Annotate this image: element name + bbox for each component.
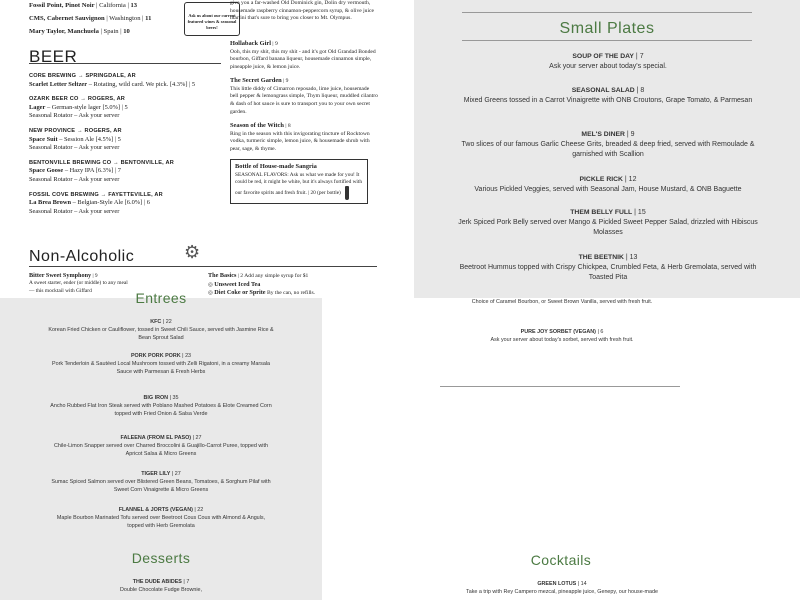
menu-item: SEASONAL SALAD | 8 Mixed Greens tossed in a Carrot Vinaigrette with ONB Croutons, Grape Tomato, & Parmesan [463,87,753,104]
beer-heading: BEER [29,47,78,66]
cocktail-item: The Secret Garden | 9 This little diddy of Cimarron reposado, lime juice, housemade bell pepper & lemongrass simple, Thym liqueur, muddled cilantro & dash of hot sauce is sure to transport you to your own secret garden. [230,77,378,115]
wine-item: CMS, Cabernet Sauvignon | Washington | 11 [29,14,152,22]
menu-item: PURE JOY SORBET (VEGAN) | 6 Ask your server about today's sorbet, served with fresh fruit. [490,329,634,344]
wine-bottle-icon [345,186,349,200]
menu-item: GREEN LOTUS | 14 Take a trip with Rey Campero mezcal, pineapple juice, Genepy, our house-made [466,581,658,596]
drinks-menu-page [24,0,396,300]
cocktail-item: Season of the Witch | 8 Ring in the season with this invigorating tincture of Rocktown vodka, turmeric simple, lemon juice, & housemade shrub with pear, sage, & thyme. [230,122,370,152]
na-basics: The Basics | 2 Add any simple syrup for $1 ◎ Unsweet Iced Tea ◎ Diet Coke or Sprite By the can, no refills. [208,272,316,297]
featured-wines-badge: Ask us about our current featured wines & seasonal beers! [184,2,240,36]
menu-item: THEM BELLY FULL | 15 Jerk Spiced Pork Belly served over Mango & Pickled Sweet Pepper Salad, drizzled with Hibiscus Molasses [458,209,758,236]
beer-item: BENTONVILLE BREWING CO → BENTONVILLE, AR Space Goose – Hazy IPA [6.3%] | 7 Seasonal Rotator – Ask your server [29,159,174,184]
beer-item: NEW PROVINCE → ROGERS, AR Space Suit – Session Ale [4.5%] | 5 Seasonal Rotator – Ask your server [29,128,122,152]
section-divider [440,386,680,387]
wine-item: Mary Taylor, Manchuela | Spain | 10 [29,27,130,35]
small-plates-top-rule [462,12,752,13]
cocktail-item: Hollaback Girl | 9 Ooh, this my shit, this my shit - and it's got Old Grandad Bonded bourbon, Giffard banana liqueur, housemade cinnamon simple, pineapple juice, & lemon juice. [230,40,376,70]
menu-item: PICKLE RICK | 12 Various Pickled Veggies, served with Seasonal Jam, House Mustard, & ONB Baguette [474,176,742,193]
cocktail-list [230,40,378,204]
entrees-heading: Entrees [135,290,187,306]
menu-item: TIGER LILY | 27 Sumac Spiced Salmon served over Blistered Green Beans, Tomatoes, & Sorghum Pilaf with Sweet Corn Vinaigrette & Micro Greens [51,471,271,494]
beer-item: FOSSIL COVE BREWING → FAYETTEVILLE, AR La Brea Brown – Belgian-Style Ale [6.0%] | 6 Seasonal Rotator – Ask your server [29,191,163,215]
desserts-heading: Desserts [131,550,191,566]
small-plates-heading: Small Plates [559,20,655,37]
non-alcoholic-heading: Non-Alcoholic [29,248,135,265]
na-divider [29,266,377,267]
beer-item: CORE BREWING → SPRINGDALE, AR Scarlet Letter Seltzer – Rotating, wild card. We pick. [4.3%] | 5 [29,73,196,88]
menu-item: FALEENA (FROM EL PASO) | 27 Chile-Limon Snapper served over Charred Broccolini & Guajillo-Carrot Puree, topped with Apricot Salsa & Micro Greens [54,435,268,458]
menu-item: THE BEETNIK | 13 Beetroot Hummus topped with Crispy Chickpea, Crumbled Feta, & Herb Gremolata, served with Toasted Pita [459,254,757,281]
menu-item: BIG IRON | 35 Ancho Rubbed Flat Iron Steak served with Poblano Mashed Potatoes & Elote Creamed Corn topped with Fried Onion & Salsa Verde [50,395,272,418]
menu-item: THE DUDE ABIDES | 7 Double Chocolate Fudge Brownie, [119,579,203,594]
menu-item: MEL'S DINER | 9 Two slices of our famous Garlic Cheese Grits, breaded & deep fried, served with Remoulade & garnished with Scallion [461,131,755,158]
cocktails-heading: Cocktails [530,552,592,568]
bicycle-icon: ⚙ [184,242,201,262]
cocktail-intro: give you a far-washed Old Dominick gin, Dolin dry vermouth, housemade raspberry cinnamon-peppercorn syrup, & olive juice martini that's sure to bring you closer to Mt. Olympus. [230,0,374,22]
na-item: Bitter Sweet Symphony | 9 A sweet starter, ender (or middle) to any meal — this mocktail with Giffard [29,272,128,294]
dessert-cocktail-page [322,298,800,600]
menu-item: PORK PORK PORK | 23 Pork Tenderloin & Sautéed Local Mushroom tossed with Zelli Rigatoni, in a creamy Marsala Sauce with Parmesan & Fresh Herbs [51,353,271,376]
sangria-box: Bottle of House-made Sangria SEASONAL FLAVORS: Ask us what we made for you! It could be red, it might be white, but it's always fortified with our favorite spirits and fresh fruit. | 20 (per bottle) [230,159,368,204]
beer-item: OZARK BEER CO → ROGERS, AR Lager – German-style lager [5.0%] | 5 Seasonal Rotator – Ask your server [29,96,128,120]
menu-item: SOUP OF THE DAY | 7 Ask your server about today's special. [549,53,667,70]
menu-item: KFC | 22 Korean Fried Chicken or Cauliflower, tossed in Sweet Chili Sauce, served with Jasmine Rice & Bean Sprout Salad [48,319,274,342]
beer-list [29,73,221,224]
small-plates-page [414,0,800,298]
beer-divider [29,63,221,64]
small-plates-rule [462,40,752,41]
wine-item: Fossil Point, Pinot Noir | California | 13 [29,2,138,9]
menu-item: FLANNEL & JORTS (VEGAN) | 22 Maple Bourbon Marinated Tofu served over Beetroot Cous Cous with Almond & Anguls, topped with Herb Gremolata [56,507,266,530]
menu-item: Choice of Caramel Bourbon, or Sweet Brown Vanilla, served with fresh fruit. [471,299,653,305]
entrees-page [0,290,322,600]
